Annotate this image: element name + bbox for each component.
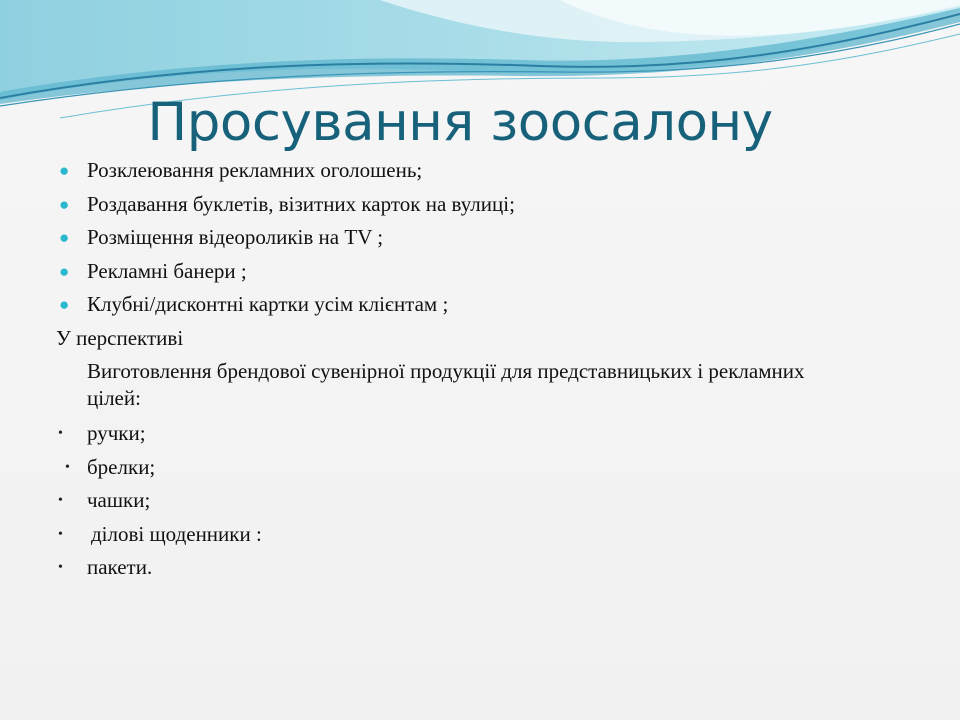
bullet-icon: ● bbox=[59, 295, 70, 314]
list-item bbox=[56, 255, 886, 289]
list-item bbox=[56, 154, 886, 188]
list-item bbox=[56, 221, 886, 255]
list-item bbox=[56, 188, 886, 222]
list-item-text: Роздавання буклетів, візитних карток на вулиці; bbox=[87, 191, 515, 216]
list-item-text: Розклеювання рекламних оголошень; bbox=[87, 158, 423, 182]
slide-content bbox=[56, 154, 886, 585]
list-item-text: Рекламні банери ; bbox=[87, 258, 247, 283]
perspective-heading-row bbox=[56, 322, 886, 356]
list-item bbox=[56, 417, 886, 451]
bullet-icon: ● bbox=[59, 161, 70, 180]
perspective-heading: У перспективі bbox=[56, 325, 184, 350]
list-item bbox=[56, 551, 886, 585]
list-item-text: чашки; bbox=[87, 488, 151, 512]
list-item-text: пакети. bbox=[87, 555, 153, 579]
list-item-text: Клубні/дисконтні картки усім клієнтам ; bbox=[87, 292, 449, 316]
slide-title: Просування зоосалону bbox=[147, 92, 773, 153]
dot-bullet-icon: • bbox=[65, 459, 70, 475]
list-item-text: брелки; bbox=[87, 454, 156, 479]
list-item-text: ділові щоденники : bbox=[91, 521, 262, 546]
list-item-text: Розміщення відеороликів на TV ; bbox=[87, 225, 384, 249]
list-item bbox=[56, 451, 886, 485]
list-item-text: ручки; bbox=[87, 421, 146, 445]
bullet-icon: ● bbox=[59, 194, 70, 214]
dot-bullet-icon: • bbox=[58, 526, 63, 542]
bullet-icon: ● bbox=[59, 228, 70, 247]
perspective-paragraph: Виготовлення брендової сувенірної продукції для представницьких і рекламних цілей: bbox=[87, 359, 805, 410]
dot-bullet-icon: • bbox=[58, 493, 63, 508]
dot-bullet-icon: • bbox=[58, 426, 63, 441]
list-item bbox=[56, 518, 886, 552]
dot-bullet-icon: • bbox=[58, 560, 63, 575]
list-item bbox=[56, 484, 886, 518]
bullet-icon: ● bbox=[59, 261, 70, 281]
list-item bbox=[56, 288, 886, 322]
